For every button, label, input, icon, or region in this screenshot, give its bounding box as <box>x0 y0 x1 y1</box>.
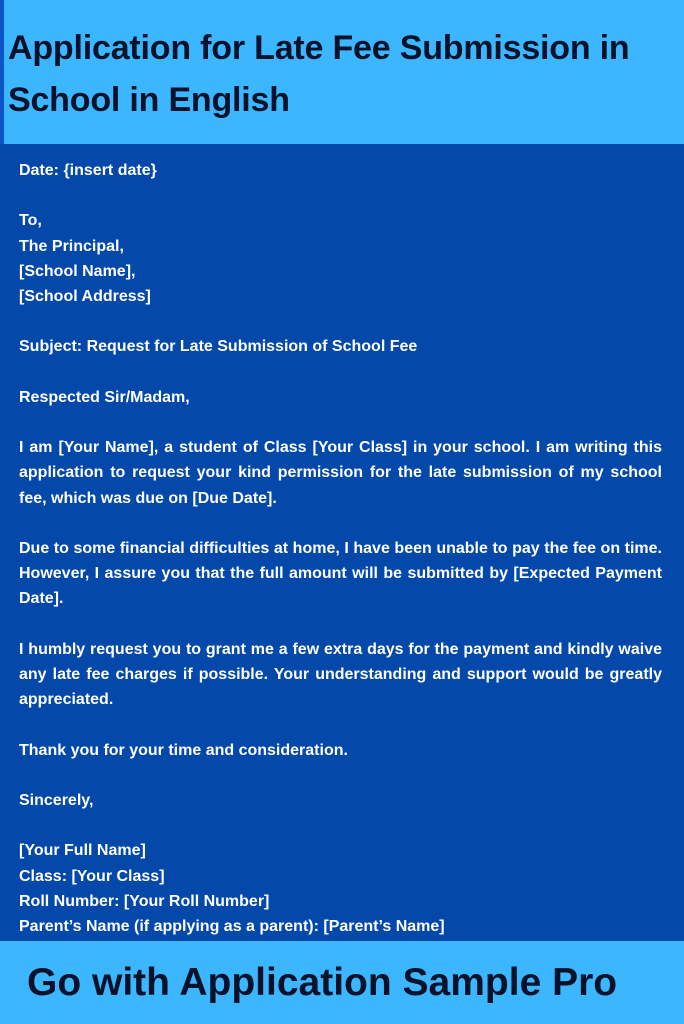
letter-to: To, <box>19 212 42 230</box>
signature-name: [Your Full Name] <box>19 842 146 860</box>
letter-thanks: Thank you for your time and consideration. <box>19 741 348 759</box>
letter-paragraph-1: I am [Your Name], a student of Class [Your Class] in your school. I am writing this application to request your kind permission for the late submission of my school fee, which was due on [Due Date]. <box>19 439 662 507</box>
spacer <box>19 813 662 838</box>
signature-class: Class: [Your Class] <box>19 867 165 885</box>
school-name: [School Name], <box>19 262 136 280</box>
spacer <box>19 511 662 536</box>
spacer <box>19 612 662 637</box>
spacer <box>19 763 662 788</box>
letter-closing: Sincerely, <box>19 791 94 809</box>
school-address: [School Address] <box>19 288 151 305</box>
page-title: Application for Late Fee Submission in School in English <box>8 29 630 119</box>
spacer <box>19 183 662 208</box>
spacer <box>19 309 662 334</box>
letter-body <box>19 158 662 939</box>
spacer <box>19 712 662 737</box>
letter-date: Date: {insert date} <box>19 162 157 179</box>
letter-subject: Subject: Request for Late Submission of School Fee <box>19 338 418 356</box>
title-banner <box>0 0 684 144</box>
recipient-title: The Principal, <box>19 237 124 255</box>
letter-paragraph-3: I humbly request you to grant me a few extra days for the payment and kindly waive any late fee charges if possible. Your understanding and support would be greatly appreciated. <box>19 640 662 709</box>
spacer <box>19 410 662 435</box>
spacer <box>19 360 662 385</box>
letter-salutation: Respected Sir/Madam, <box>19 388 190 406</box>
footer-brand-text: Go with Application Sample Pro <box>27 961 618 1004</box>
footer-banner <box>0 941 684 1024</box>
letter-paragraph-2: Due to some financial difficulties at home, I have been unable to pay the fee on time. However, I assure you that the full amount will be submitted by [Expected Payment Date]. <box>19 539 662 608</box>
signature-parent-name: Parent’s Name (if applying as a parent): [Parent’s Name] <box>19 917 445 935</box>
signature-roll-number: Roll Number: [Your Roll Number] <box>19 892 270 910</box>
